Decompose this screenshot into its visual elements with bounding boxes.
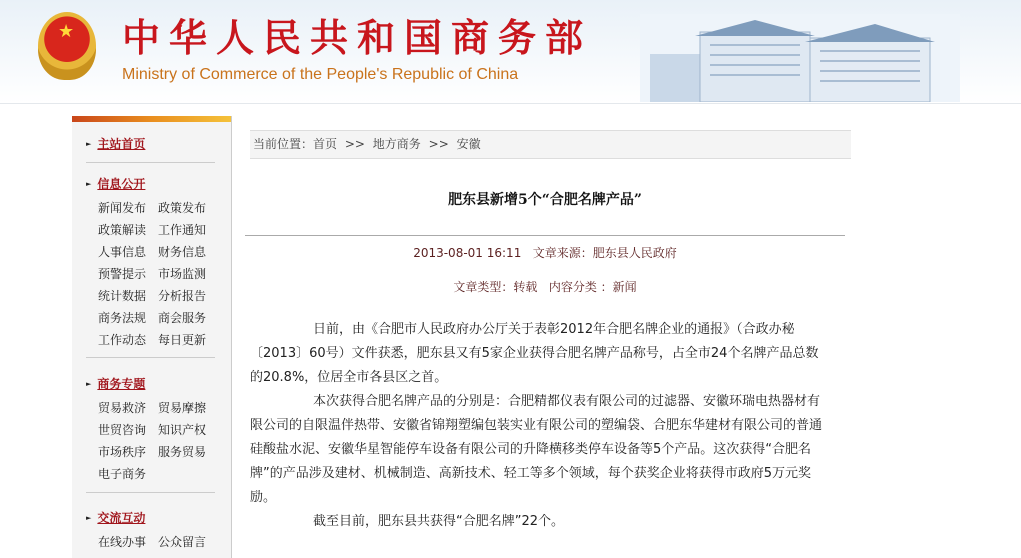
article-category: 新闻 xyxy=(612,280,637,294)
sidebar-link[interactable]: 人事信息 xyxy=(98,245,147,259)
divider xyxy=(245,235,845,236)
article-datetime: 2013-08-01 16:11 xyxy=(413,246,522,260)
article-meta-type xyxy=(245,279,845,295)
sidebar-link[interactable]: 在线办事 xyxy=(98,535,147,549)
sidebar-section-info[interactable]: ► 信息公开 xyxy=(86,176,145,192)
sidebar-link[interactable]: 贸易救济 xyxy=(98,401,147,415)
sidebar xyxy=(72,116,232,558)
sidebar-link[interactable]: 新闻发布 xyxy=(98,201,147,215)
sidebar-link[interactable]: 分析报告 xyxy=(158,289,207,303)
breadcrumb xyxy=(250,130,851,159)
sidebar-link[interactable]: 世贸咨询 xyxy=(98,423,147,437)
source-label: 文章来源： xyxy=(532,246,593,260)
article-source: 肥东县人民政府 xyxy=(592,246,677,260)
article-paragraph: 截至目前，肥东县共获得“合肥名牌”22个。 xyxy=(313,514,565,529)
article-paragraph: 本次获得合肥名牌产品的分别是：合肥精都仪表有限公司的过滤器、安徽环瑞电热器材有限公司的自限温伴热带、安徽省锦翔塑编包装实业有限公司的塑编袋、合肥东华建材有限公司的普通硅酸盐水泥、安徽华星智能停车设备有限公司的升降横移类停车设备等5个产品。这次获得“合肥名牌”的产品涉及建材、机械制造、高新技术、轻工等多个领域，每个获奖企业将获得市政府5万元奖励。 xyxy=(250,394,823,505)
sidebar-section-home[interactable]: ► 主站首页 xyxy=(86,136,145,152)
national-emblem-icon[interactable]: ★ xyxy=(38,12,96,80)
building-banner-image xyxy=(640,14,960,102)
sidebar-section-topics[interactable]: ► 商务专题 xyxy=(86,376,145,392)
breadcrumb-prefix: 当前位置： xyxy=(253,137,314,151)
sidebar-link[interactable]: 商务法规 xyxy=(98,311,147,325)
sidebar-link[interactable]: 预警提示 xyxy=(98,267,147,281)
sidebar-link[interactable]: 公众留言 xyxy=(158,535,207,549)
site-title-cn[interactable]: 中华人民共和国商务部 xyxy=(122,16,593,60)
article-body xyxy=(250,318,828,534)
sidebar-top-bar xyxy=(72,116,231,122)
breadcrumb-separator: >> xyxy=(428,137,449,151)
sidebar-link[interactable]: 贸易摩擦 xyxy=(158,401,207,415)
sidebar-link[interactable]: 政策发布 xyxy=(158,201,207,215)
sidebar-section-interaction[interactable]: ► 交流互动 xyxy=(86,510,145,526)
breadcrumb-anhui[interactable]: 安徽 xyxy=(456,137,481,151)
sidebar-link[interactable]: 统计数据 xyxy=(98,289,147,303)
divider xyxy=(86,492,215,493)
breadcrumb-local-commerce[interactable]: 地方商务 xyxy=(372,137,421,151)
divider xyxy=(86,357,215,358)
sidebar-link[interactable]: 市场秩序 xyxy=(98,445,147,459)
sidebar-link[interactable]: 知识产权 xyxy=(158,423,207,437)
category-label: 内容分类 ： xyxy=(548,280,613,294)
sidebar-link[interactable]: 工作通知 xyxy=(158,223,207,237)
divider xyxy=(86,162,215,163)
sidebar-link[interactable]: 财务信息 xyxy=(158,245,207,259)
site-header xyxy=(0,0,1021,104)
article-type: 转载 xyxy=(513,280,538,294)
type-label: 文章类型： xyxy=(453,280,514,294)
sidebar-link[interactable]: 每日更新 xyxy=(158,333,207,347)
sidebar-link[interactable]: 服务贸易 xyxy=(158,445,207,459)
sidebar-link[interactable]: 电子商务 xyxy=(98,467,147,481)
sidebar-link[interactable]: 市场监测 xyxy=(158,267,207,281)
article-paragraph: 日前，由《合肥市人民政府办公厅关于表彰2012年合肥名牌企业的通报》（合政办秘〔2013〕60号）文件获悉，肥东县又有5家企业获得合肥名牌产品称号，占全市24个名牌产品总数的20.8%，位居全市各县区之首。 xyxy=(250,322,819,385)
site-title-en: Ministry of Commerce of the People's Republic of China xyxy=(122,66,519,83)
article-meta-date-source xyxy=(245,245,845,261)
article-title: 肥东县新增5个“合肥名牌产品” xyxy=(448,192,642,208)
sidebar-link[interactable]: 工作动态 xyxy=(98,333,147,347)
breadcrumb-separator: >> xyxy=(344,137,365,151)
sidebar-link[interactable]: 商会服务 xyxy=(158,311,207,325)
breadcrumb-home[interactable]: 首页 xyxy=(313,137,338,151)
sidebar-link[interactable]: 政策解读 xyxy=(98,223,147,237)
